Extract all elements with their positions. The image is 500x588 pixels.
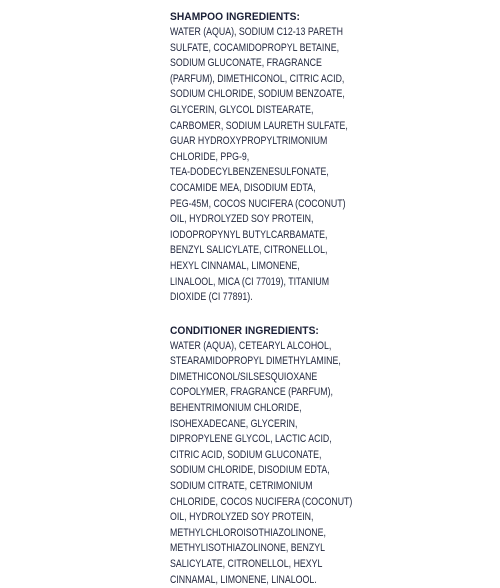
ingredient-line: COPOLYMER, FRAGRANCE (PARFUM), [170, 386, 333, 399]
ingredient-line: CARBOMER, SODIUM LAURETH SULFATE, [170, 119, 348, 132]
ingredient-line: CHLORIDE, PPG-9, [170, 150, 250, 163]
ingredient-line: TEA-DODECYLBENZENESULFONATE, [170, 166, 329, 179]
ingredient-line: SALICYLATE, CITRONELLOL, HEXYL [170, 558, 323, 570]
ingredient-line: METHYLCHLOROISOTHIAZOLINONE, [170, 526, 326, 539]
ingredient-line: SODIUM CITRATE, CETRIMONIUM [170, 480, 313, 493]
ingredient-line: WATER (AQUA), CETEARYL ALCOHOL, [170, 339, 332, 352]
ingredient-line: CHLORIDE, COCOS NUCIFERA (COCONUT) [170, 495, 353, 508]
shampoo-ingredients-heading: SHAMPOO INGREDIENTS: [170, 11, 300, 23]
ingredient-line: CINNAMAL, LIMONENE, LINALOOL. [170, 573, 317, 586]
ingredient-line: STEARAMIDOPROPYL DIMETHYLAMINE, [170, 355, 341, 368]
ingredient-line: SODIUM CHLORIDE, SODIUM BENZOATE, [170, 88, 345, 101]
ingredient-line: COCAMIDE MEA, DISODIUM EDTA, [170, 181, 316, 194]
ingredient-line: LINALOOL, MICA (CI 77019), TITANIUM [170, 275, 330, 288]
shampoo-ingredients-list [170, 25, 375, 306]
ingredient-line: GUAR HYDROXYPROPYLTRIMONIUM [170, 135, 328, 148]
conditioner-ingredients-list [170, 339, 375, 588]
ingredient-line: WATER (AQUA), SODIUM C12-13 PARETH [170, 26, 343, 38]
ingredient-line: GLYCERIN, GLYCOL DISTEARATE, [170, 103, 314, 116]
ingredient-line: HEXYL CINNAMAL, LIMONENE, [170, 259, 300, 272]
ingredient-line: METHYLISOTHIAZOLINONE, BENZYL [170, 542, 326, 555]
ingredient-line: PEG-45M, COCOS NUCIFERA (COCONUT) [170, 197, 346, 210]
section-spacer [170, 306, 375, 324]
ingredient-line: SODIUM GLUCONATE, FRAGRANCE [170, 57, 322, 70]
conditioner-ingredients-heading: CONDITIONER INGREDIENTS: [170, 324, 319, 337]
ingredient-line: BEHENTRIMONIUM CHLORIDE, [170, 402, 302, 415]
ingredient-line: DIMETHICONOL/SILSESQUIOXANE [170, 370, 318, 383]
ingredient-line: DIPROPYLENE GLYCOL, LACTIC ACID, [170, 433, 332, 446]
ingredients-label [170, 10, 375, 586]
conditioner-ingredients-section [170, 324, 375, 588]
ingredient-line: IODOPROPYNYL BUTYLCARBAMATE, [170, 228, 328, 241]
ingredient-line: (PARFUM), DIMETHICONOL, CITRIC ACID, [170, 72, 345, 85]
ingredient-line: CITRIC ACID, SODIUM GLUCONATE, [170, 448, 322, 461]
shampoo-ingredients-section [170, 10, 375, 306]
ingredient-line: SODIUM CHLORIDE, DISODIUM EDTA, [170, 464, 330, 477]
ingredient-line: BENZYL SALICYLATE, CITRONELLOL, [170, 244, 328, 257]
ingredient-line: DIOXIDE (CI 77891). [170, 291, 253, 304]
ingredient-line: ISOHEXADECANE, GLYCERIN, [170, 417, 298, 430]
ingredient-line: SULFATE, COCAMIDOPROPYL BETAINE, [170, 41, 340, 54]
ingredient-line: OIL, HYDROLYZED SOY PROTEIN, [170, 213, 314, 226]
ingredient-line: OIL, HYDROLYZED SOY PROTEIN, [170, 511, 314, 524]
